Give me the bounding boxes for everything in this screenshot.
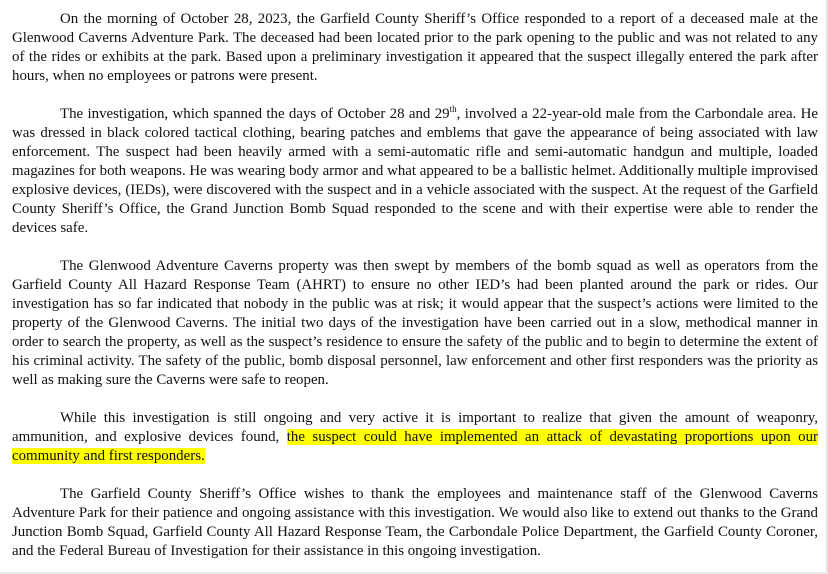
paragraph-investigation-details bbox=[12, 105, 818, 238]
paragraph-acknowledgements: The Garfield County Sheriff’s Office wishes to thank the employees and maintenance staff of the Glenwood Caverns Adventure Park for their patience and ongoing assistance with this investigation. We would also like to extend out thanks to the Grand Junction Bomb Squad, Garfield County All Hazard Response Team, the Carbondale Police Department, the Garfield County Coroner, and the Federal Bureau of Investigation for their assistance in this ongoing investigation. bbox=[12, 486, 818, 559]
ordinal-superscript: th bbox=[449, 104, 457, 115]
paragraph-text: While this investigation is still ongoing and very active it is important to realize that given the amount of weaponry, ammunition, and explosive devices found, bbox=[12, 410, 818, 445]
paragraph-text: , involved a 22-year-old male from the Carbondale area. He was dressed in black colored tactical clothing, bearing patches and emblems that gave the appearance of being associated with law enforcement. The suspect had been heavily armed with a semi-automatic rifle and semi-automatic handgun and multiple, loaded magazines for both weapons. He was wearing body armor and what appeared to be a ballistic helmet. Additionally multiple improvised explosive devices, (IEDs), were discovered with the suspect and in a vehicle associated with the suspect. At the request of the Garfield County Sheriff’s Office, the Grand Junction Bomb Squad responded to the scene and with their expertise were able to render the devices safe. bbox=[12, 106, 818, 236]
highlighted-text: the suspect could have implemented an attack of devastating proportions upon our community and first responders. bbox=[12, 429, 818, 464]
paragraph-text: The investigation, which spanned the days of October 28 and 29 bbox=[60, 106, 450, 122]
paragraph-ongoing-investigation bbox=[12, 409, 818, 466]
paragraph-property-sweep: The Glenwood Adventure Caverns property was then swept by members of the bomb squad as well as operators from the Garfield County All Hazard Response Team (AHRT) to ensure no other IED’s had been planted around the park or rides. Our investigation has so far indicated that nobody in the public was at risk; it would appear that the suspect’s actions were limited to the property of the Glenwood Caverns. The initial two days of the investigation have been carried out in a slow, methodical manner in order to search the property, as well as the suspect’s residence to ensure the safety of the public and to begin to determine the extent of his criminal activity. The safety of the public, bomb disposal personnel, law enforcement and other first responders was the priority as well as making sure the Caverns were safe to reopen. bbox=[12, 258, 818, 388]
document-body bbox=[12, 10, 818, 561]
paragraph-incident-report: On the morning of October 28, 2023, the Garfield County Sheriff’s Office responded to a report of a deceased male at the Glenwood Caverns Adventure Park. The deceased had been located prior to the park opening to the public and was not related to any of the rides or exhibits at the park. Based upon a preliminary investigation it appeared that the suspect illegally entered the park after hours, when no employees or patrons were present. bbox=[12, 11, 818, 84]
